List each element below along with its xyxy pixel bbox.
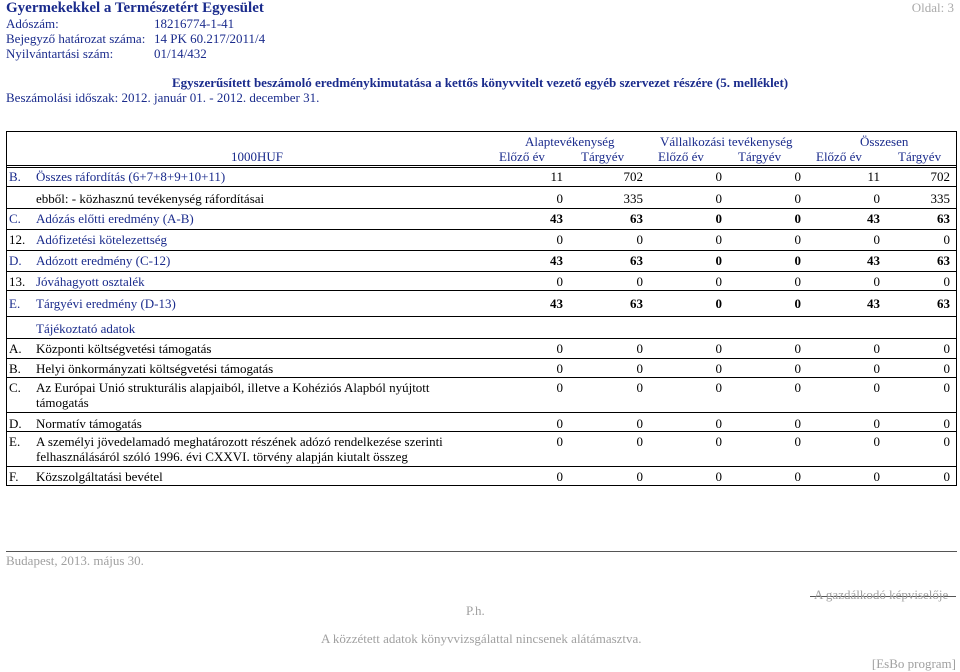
row-code: D. [9,253,22,268]
cell-value: 0 [943,469,950,484]
place-date: Budapest, 2013. május 30. [6,553,144,568]
cell-value: 0 [715,469,722,484]
cell-value: 0 [556,191,563,206]
table-row [7,293,956,314]
audit-note: A közzétett adatok könyvvizsgálattal nincsenek alátámasztva. [321,631,642,646]
row-code: B. [9,361,21,376]
cell-value: 0 [636,341,643,356]
cell-value: 0 [873,232,880,247]
row-code: 13. [9,274,26,289]
cell-value: 0 [715,232,722,247]
cell-value: 0 [715,380,722,395]
cell-value: 0 [715,253,722,268]
stamp-placeholder: P.h. [466,603,485,618]
cell-value: 0 [943,341,950,356]
info-title: Tájékoztató adatok [36,321,136,336]
cell-value: 0 [636,232,643,247]
row-label: Közszolgáltatási bevétel [36,469,163,484]
cell-value: 335 [930,191,950,206]
row-code: D. [9,416,22,431]
cell-value: 0 [794,211,801,226]
row-label: Adózás előtti eredmény (A-B) [36,211,194,226]
row-code: E. [9,434,21,449]
row-label: Adófizetési kötelezettség [36,232,168,247]
sub-current-year-2: Tárgyév [738,149,782,164]
tax-number-label: Adószám: [6,16,59,31]
registration-decision-value: 14 PK 60.217/2011/4 [154,31,266,46]
cell-value: 0 [715,341,722,356]
cell-value: 0 [556,416,563,431]
sub-current-year-3: Tárgyév [898,149,942,164]
footer-divider [6,551,957,552]
cell-value: 0 [715,434,722,449]
cell-value: 0 [636,469,643,484]
row-label-continued: felhasználásáról szóló 1996. évi CXXVI. törvény alapján kiutalt összeg [36,449,408,464]
cell-value: 0 [794,469,801,484]
cell-value: 0 [943,232,950,247]
row-label: Normatív támogatás [36,416,142,431]
cell-value: 43 [867,296,880,311]
row-label: Adózott eredmény (C-12) [36,253,171,268]
row-label: ebből: - közhasznú tevékenység ráfordításai [36,191,265,206]
cell-value: 0 [794,191,801,206]
table-row [7,431,956,467]
cell-value: 63 [630,211,643,226]
table-row [7,208,956,229]
cell-value: 335 [623,191,643,206]
cell-value: 0 [794,416,801,431]
cell-value: 0 [873,341,880,356]
row-code: E. [9,296,21,311]
table-row [7,466,956,487]
cell-value: 0 [794,296,801,311]
cell-value: 0 [556,341,563,356]
cell-value: 0 [636,274,643,289]
group-business-activity: Vállalkozási tevékenység [660,134,793,149]
cell-value: 0 [636,416,643,431]
cell-value: 0 [943,416,950,431]
row-code: C. [9,380,21,395]
cell-value: 0 [873,361,880,376]
row-label: Tárgyévi eredmény (D-13) [36,296,176,311]
row-label: Helyi önkormányzati költségvetési támogatás [36,361,274,376]
cell-value: 63 [630,253,643,268]
cell-value: 63 [937,253,950,268]
cell-value: 11 [550,169,563,184]
cell-value: 43 [550,211,563,226]
cell-value: 702 [623,169,643,184]
cell-value: 0 [715,361,722,376]
cell-value: 0 [556,380,563,395]
row-label-continued: támogatás [36,395,89,410]
row-label: Az Európai Unió strukturális alapjaiból, illetve a Kohéziós Alapból nyújtott [36,380,430,395]
cell-value: 0 [943,274,950,289]
cell-value: 43 [550,296,563,311]
table-row [7,188,956,209]
cell-value: 0 [943,380,950,395]
table-row [7,166,956,187]
row-label: Jóváhagyott osztalék [36,274,145,289]
group-core-activity: Alaptevékenység [525,134,615,149]
cell-value: 63 [937,211,950,226]
reporting-period: Beszámolási időszak: 2012. január 01. - 2012. december 31. [6,90,320,105]
table-row [7,271,956,292]
cell-value: 0 [556,361,563,376]
cell-value: 0 [636,380,643,395]
cell-value: 0 [943,434,950,449]
cell-value: 0 [715,191,722,206]
cell-value: 43 [867,211,880,226]
group-total: Összesen [860,134,909,149]
row-code: A. [9,341,22,356]
page-number: Oldal: 3 [911,0,954,15]
cell-value: 0 [556,434,563,449]
income-table [6,165,957,317]
sub-prev-year-2: Előző év [658,149,704,164]
registry-number-value: 01/14/432 [154,46,207,61]
cell-value: 0 [794,341,801,356]
table-row [7,358,956,379]
row-code: F. [9,469,19,484]
sub-prev-year-1: Előző év [499,149,545,164]
signature-label: A gazdálkodó képviselője [814,587,949,602]
cell-value: 0 [794,169,801,184]
registration-decision-label: Bejegyző határozat száma: [6,31,146,46]
cell-value: 0 [556,469,563,484]
row-code: C. [9,211,21,226]
cell-value: 43 [550,253,563,268]
cell-value: 0 [715,274,722,289]
row-code: B. [9,169,21,184]
table-header [6,131,957,168]
row-label: Összes ráfordítás (6+7+8+9+10+11) [36,169,226,184]
cell-value: 0 [794,232,801,247]
cell-value: 0 [873,274,880,289]
info-table [6,316,957,486]
cell-value: 0 [715,211,722,226]
sub-prev-year-3: Előző év [816,149,862,164]
cell-value: 0 [873,416,880,431]
cell-value: 0 [943,361,950,376]
cell-value: 0 [794,274,801,289]
cell-value: 0 [636,361,643,376]
table-row [7,377,956,413]
cell-value: 0 [873,469,880,484]
cell-value: 0 [794,434,801,449]
cell-value: 0 [873,191,880,206]
software-label: [EsBo program] [871,656,956,671]
cell-value: 43 [867,253,880,268]
registry-number-label: Nyilvántartási szám: [6,46,114,61]
cell-value: 0 [556,232,563,247]
report-title: Egyszerűsített beszámoló eredménykimutatása a kettős könyvvitelt vezető egyéb szervezet részére (5. melléklet) [172,75,789,90]
table-row [7,229,956,250]
cell-value: 0 [794,361,801,376]
cell-value: 0 [794,253,801,268]
table-row [7,338,956,359]
unit-label: 1000HUF [231,149,284,164]
tax-number-value: 18216774-1-41 [154,16,235,31]
cell-value: 0 [636,434,643,449]
row-code: 12. [9,232,26,247]
cell-value: 11 [867,169,880,184]
cell-value: 0 [715,416,722,431]
cell-value: 63 [630,296,643,311]
row-label: Központi költségvetési támogatás [36,341,212,356]
cell-value: 0 [715,296,722,311]
row-label: A személyi jövedelamadó meghatározott részének adózó rendelkezése szerinti [36,434,443,449]
cell-value: 0 [715,169,722,184]
sub-current-year-1: Tárgyév [581,149,625,164]
cell-value: 0 [794,380,801,395]
cell-value: 702 [930,169,950,184]
cell-value: 0 [873,434,880,449]
cell-value: 0 [556,274,563,289]
cell-value: 63 [937,296,950,311]
organization-name: Gyermekekkel a Természetért Egyesület [6,0,264,16]
cell-value: 0 [873,380,880,395]
table-row [7,250,956,271]
